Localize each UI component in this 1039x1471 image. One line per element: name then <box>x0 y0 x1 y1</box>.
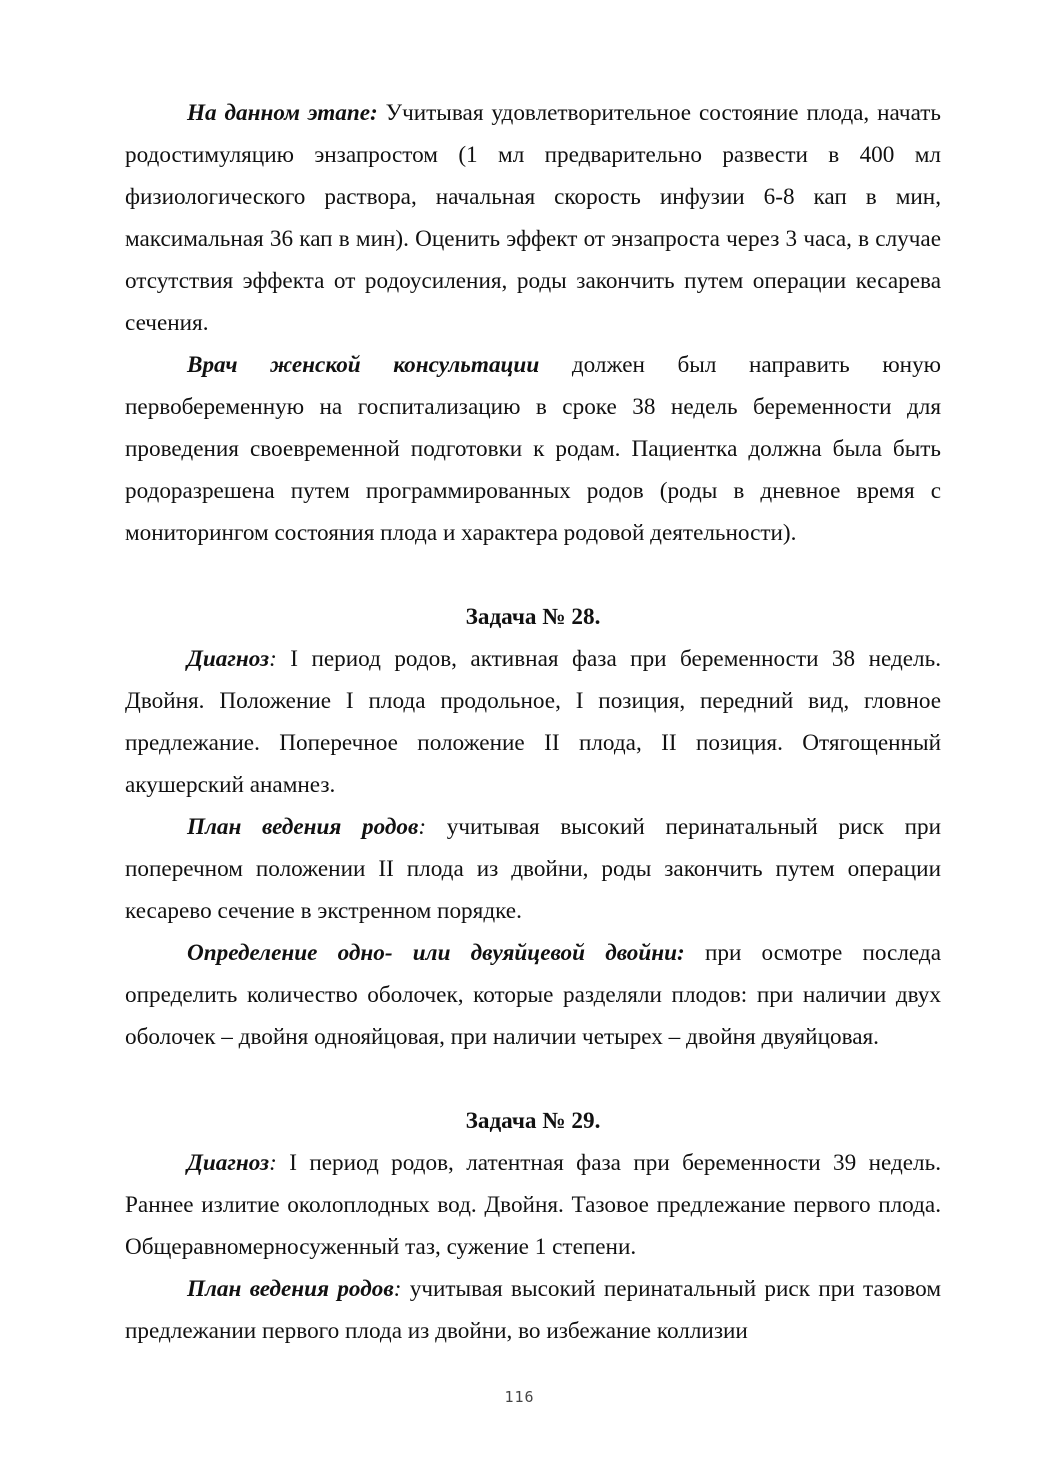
task-28-diagnosis-lead: Диагноз <box>187 646 270 672</box>
task-29-plan <box>125 1268 941 1352</box>
paragraph-clinic-doctor <box>125 344 941 554</box>
task-28-title: Задача № 28. <box>465 604 601 630</box>
task-28-plan <box>125 806 941 932</box>
task-28-twins-text: при осмотре последа определить количество оболочек, которые разделяли плодов: при наличии двух оболочек – двойня однояйцовая, при наличии четырех – двойня двуяйцовая. <box>125 940 941 1050</box>
task-29-diagnosis <box>125 1142 941 1268</box>
page-number: 116 <box>504 1388 535 1406</box>
task-28-diagnosis-text: I период родов, активная фаза при беременности 38 недель. Двойня. Положение I плода продольное, I позиция, передний вид, гловное предлежание. Поперечное положение II плода, II позиция. Отягощенный акушерский анамнез. <box>125 646 941 798</box>
text-clinic-doctor: должен был направить юную первобеременную на госпитализацию в сроке 38 недель беременности для проведения своевременной подготовки к родам. Пациентка должна была быть родоразрешена путем программированных родов (роды в дневное время с мониторингом состояния плода и характера родовой деятельности). <box>125 352 941 546</box>
task-29-diagnosis-text: I период родов, латентная фаза при беременности 39 недель. Раннее излитие околоплодных вод. Двойня. Тазовое предлежание первого плода. Общеравномерносуженный таз, сужение 1 степени. <box>125 1150 941 1260</box>
task-28-twins <box>125 932 941 1058</box>
task-29-diagnosis-lead: Диагноз <box>187 1150 270 1176</box>
task-29-plan-colon: : <box>393 1276 402 1302</box>
task-29-diagnosis-colon: : <box>269 1150 277 1176</box>
page-body <box>125 92 941 1352</box>
task-29-plan-text: учитывая высокий перинатальный риск при тазовом предлежании первого плода из двойни, во избежание коллизии <box>125 1276 941 1344</box>
task-29-plan-lead: План ведения родов <box>187 1276 394 1302</box>
task-28-diagnosis <box>125 638 941 806</box>
task-29-title: Задача № 29. <box>465 1108 601 1134</box>
lead-current-stage: На данном этапе: <box>187 100 378 126</box>
task-28-plan-colon: : <box>418 814 427 840</box>
lead-clinic-doctor: Врач женской консультации <box>187 352 540 378</box>
task-28-diagnosis-colon: : <box>269 646 277 672</box>
task-28-plan-lead: План ведения родов <box>187 814 419 840</box>
text-current-stage: Учитывая удовлетворительное состояние плода, начать родостимуляцию энзапростом (1 мл предварительно развести в 400 мл физиологического раствора, начальная скорость инфузии 6-8 кап в мин, максимальная 36 кап в мин). Оценить эффект от энзапроста через 3 часа, в случае отсутствия эффекта от родоусиления, роды закончить путем операции кесарева сечения. <box>125 100 941 336</box>
task-28-plan-text: учитывая высокий перинатальный риск при поперечном положении II плода из двойни, роды закончить путем операции кесарево сечение в экстренном порядке. <box>125 814 942 924</box>
paragraph-current-stage <box>125 92 941 344</box>
task-28-twins-lead: Определение одно- или двуяйцевой двойни: <box>187 940 685 966</box>
